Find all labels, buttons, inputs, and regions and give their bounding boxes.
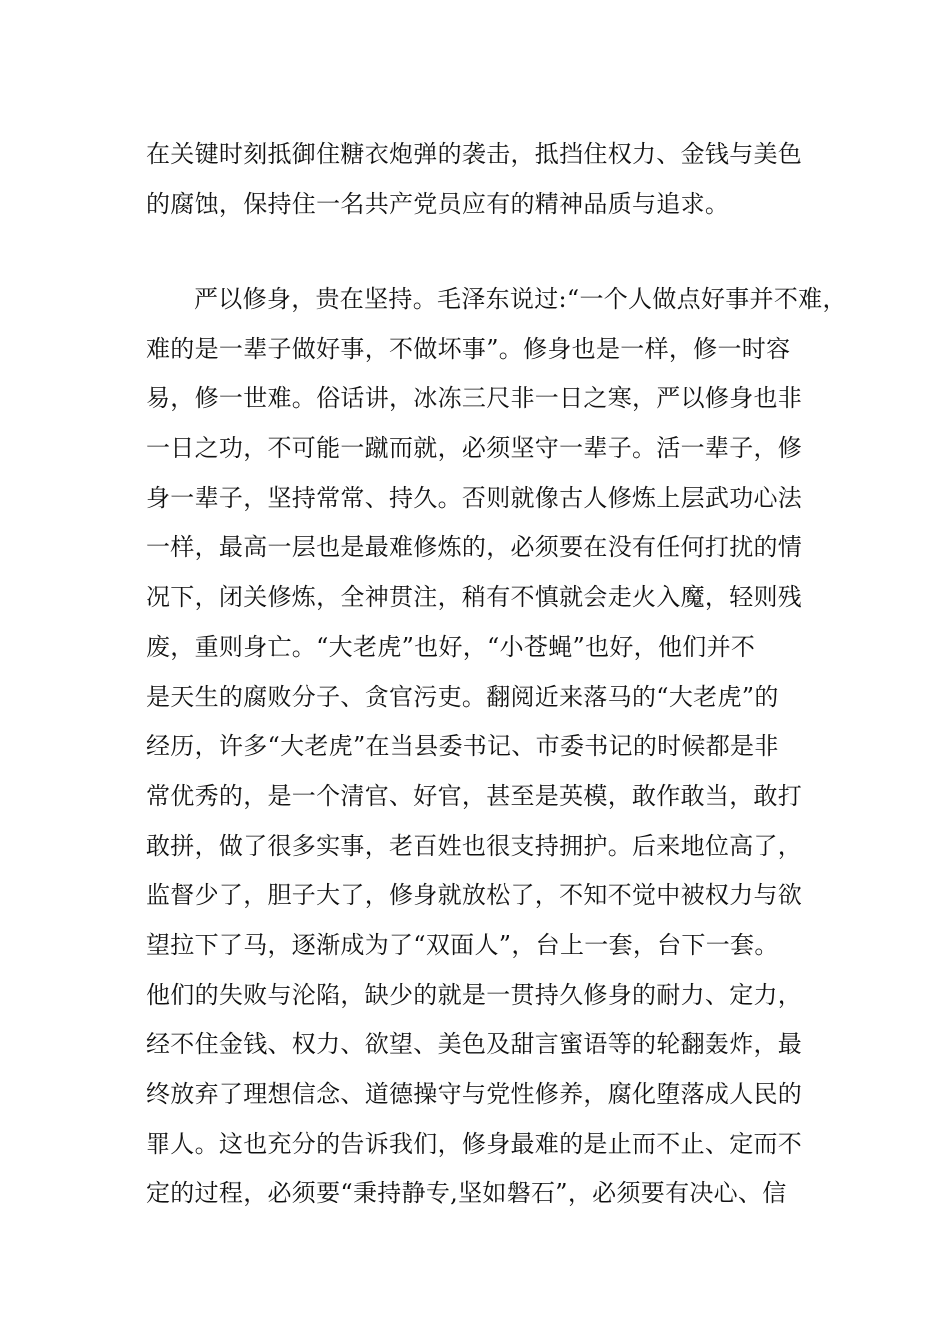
paragraph-line: 经历，许多“大老虎”在当县委书记、市委书记的时候都是非	[146, 732, 779, 761]
paragraph-line: 终放弃了理想信念、道德操守与党性修养，腐化堕落成人民的	[146, 1080, 803, 1108]
paragraph-1	[146, 130, 826, 229]
paragraph-line: 常优秀的，是一个清官、好官，甚至是英模，敢作敢当，敢打	[146, 781, 803, 810]
paragraph-line: 罪人。这也充分的告诉我们，修身最难的是止而不止、定而不	[146, 1129, 803, 1158]
paragraph-line: 的腐蚀，保持住一名共产党员应有的精神品质与追求。	[146, 189, 730, 218]
paragraph-line: 是天生的腐败分子、贪官污吏。翻阅近来落马的“大老虎”的	[146, 682, 779, 711]
paragraph-line: 在关键时刻抵御住糖衣炮弹的袭击，抵挡住权力、金钱与美色	[146, 140, 803, 168]
paragraph-line: 望拉下了马，逐渐成为了“双面人”，台上一套，台下一套。	[146, 930, 779, 959]
paragraph-line: 经不住金钱、权力、欲望、美色及甜言蜜语等的轮翻轰炸，最	[146, 1030, 803, 1059]
paragraph-line: 况下，闭关修炼，全神贯注，稍有不慎就会走火入魔，轻则残	[146, 583, 803, 612]
paragraph-line: 易，修一世难。俗话讲，冰冻三尺非一日之寒，严以修身也非	[146, 384, 803, 413]
paragraph-line: 敢拼，做了很多实事，老百姓也很支持拥护。后来地位高了，	[146, 831, 803, 860]
paragraph-line: 定的过程，必须要“秉持静专,坚如磐石”，必须要有决心、信	[146, 1179, 787, 1208]
paragraph-line: 难的是一辈子做好事，不做坏事”。修身也是一样，修一时容	[146, 334, 791, 363]
paragraph-line: 一日之功，不可能一蹴而就，必须坚守一辈子。活一辈子，修	[146, 434, 803, 463]
paragraph-line: 一样，最高一层也是最难修炼的，必须要在没有任何打扰的情	[146, 533, 803, 562]
paragraph-line: 监督少了，胆子大了，修身就放松了，不知不觉中被权力与欲	[146, 881, 803, 910]
paragraph-line: 废，重则身亡。“大老虎”也好，“小苍蝇”也好，他们并不	[146, 632, 756, 661]
paragraph-line: 他们的失败与沦陷，缺少的就是一贯持久修身的耐力、定力，	[146, 980, 803, 1009]
paragraph-line: 身一辈子，坚持常常、持久。否则就像古人修炼上层武功心法	[146, 483, 803, 512]
paragraph-first-line: 严以修身，贵在坚持。毛泽东说过:“一个人做点好事并不难，	[194, 285, 847, 313]
paragraph-2	[146, 275, 847, 1219]
